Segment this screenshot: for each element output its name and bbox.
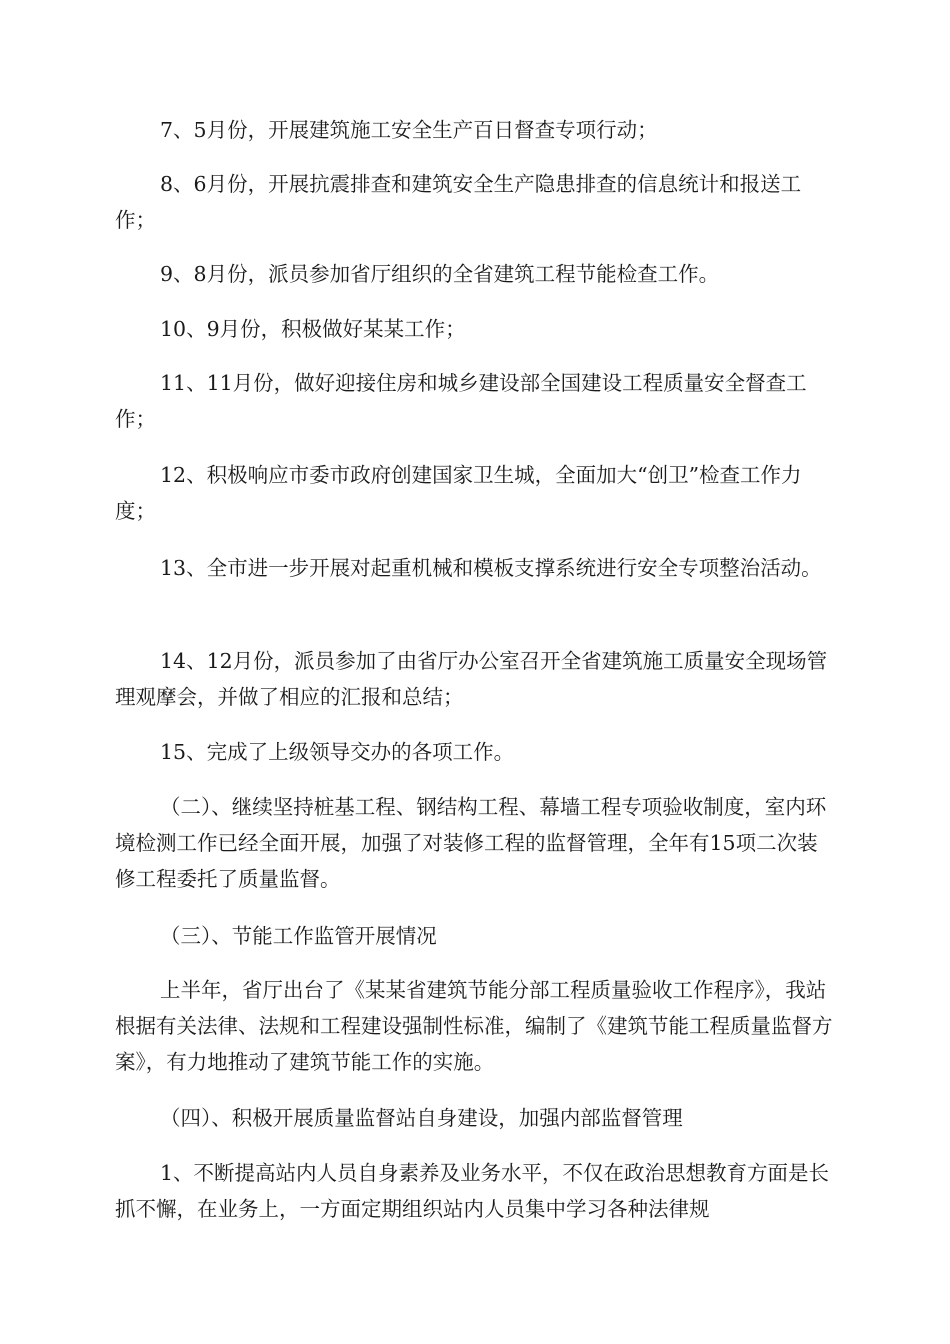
energy-saving-paragraph: 上半年，省厅出台了《某某省建筑节能分部工程质量验收工作程序》，我站根据有关法律、法规和工程建设强制性标准，编制了《建筑节能工程质量监督方案》，有力地推动了建筑节能工作的实施。 — [115, 978, 833, 1074]
section-four-heading: （四）、积极开展质量监督站自身建设，加强内部监督管理 — [160, 1106, 683, 1130]
section-three-heading: （三）、节能工作监管开展情况 — [160, 924, 437, 948]
paragraph-item-9: 9、8月份，派员参加省厅组织的全省建筑工程节能检查工作。 — [160, 262, 720, 286]
paragraph-item-8: 8、6月份，开展抗震排查和建筑安全生产隐患排查的信息统计和报送工作； — [115, 172, 802, 232]
paragraph-item-12: 12、积极响应市委市政府创建国家卫生城，全面加大“创卫”检查工作力度； — [115, 463, 802, 523]
paragraph-item-13: 13、全市进一步开展对起重机械和模板支撑系统进行安全专项整治活动。 — [160, 556, 822, 580]
paragraph-item-11: 11、11月份，做好迎接住房和城乡建设部全国建设工程质量安全督查工作； — [115, 371, 807, 431]
paragraph-item-10: 10、9月份，积极做好某某工作； — [160, 317, 466, 341]
paragraph-item-14: 14、12月份，派员参加了由省厅办公室召开全省建筑施工质量安全现场管理观摩会，并做了相应的汇报和总结； — [115, 649, 828, 709]
staff-training-paragraph: 1、不断提高站内人员自身素养及业务水平，不仅在政治思想教育方面是长抓不懈，在业务上，一方面定期组织站内人员集中学习各种法律规 — [115, 1161, 830, 1221]
paragraph-item-15: 15、完成了上级领导交办的各项工作。 — [160, 740, 515, 764]
section-two-paragraph: （二）、继续坚持桩基工程、钢结构工程、幕墙工程专项验收制度，室内环境检测工作已经全面开展，加强了对装修工程的监督管理，全年有15项二次装修工程委托了质量监督。 — [115, 795, 827, 891]
paragraph-item-7: 7、5月份，开展建筑施工安全生产百日督查专项行动； — [160, 118, 658, 142]
